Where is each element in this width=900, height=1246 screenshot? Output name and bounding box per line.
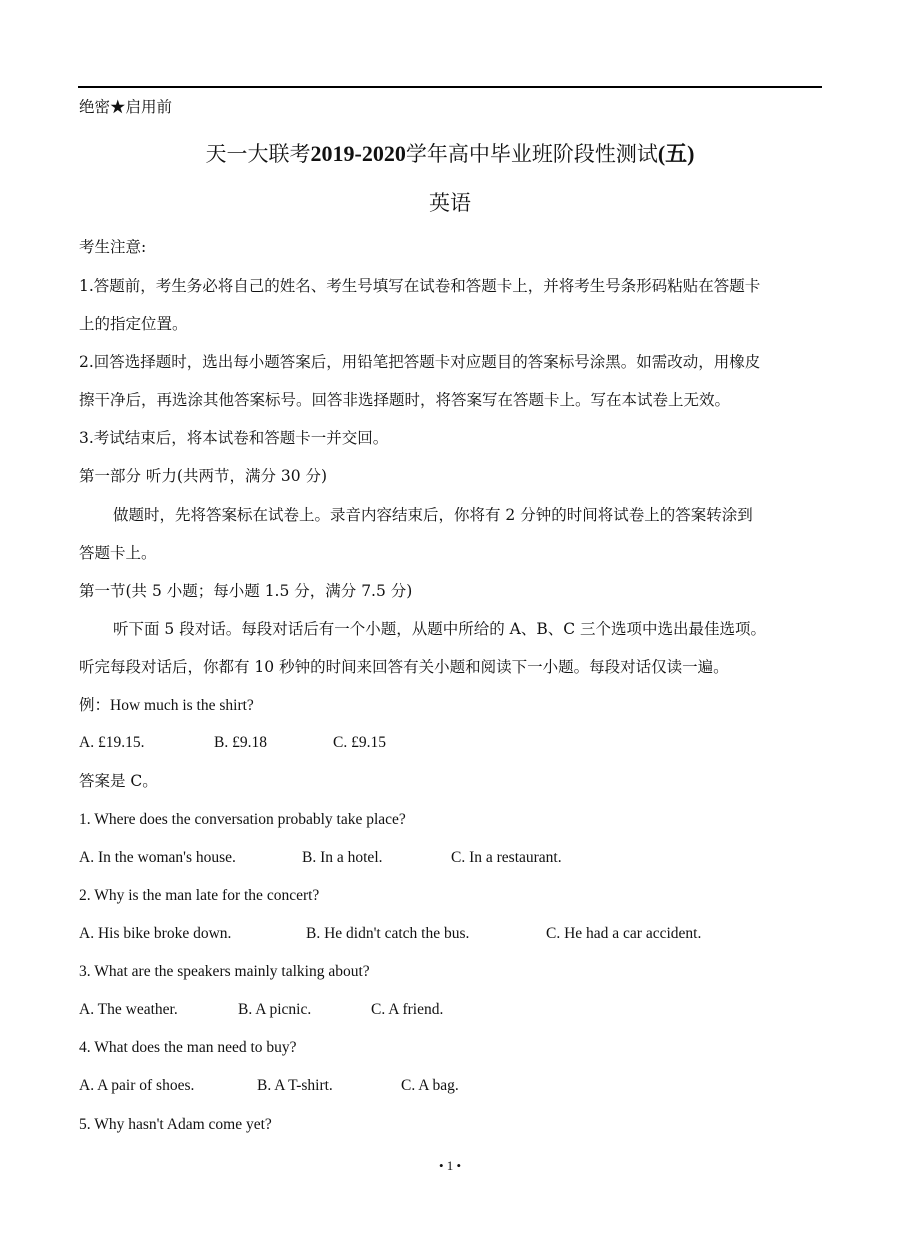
exam-title-part: (五) bbox=[657, 141, 695, 166]
question-4-option-b: B. A T-shirt. bbox=[257, 1077, 333, 1094]
example-question bbox=[79, 695, 254, 716]
question-4: 4. What does the man need to buy? bbox=[79, 1039, 297, 1056]
top-rule bbox=[78, 86, 822, 88]
question-1-option-c: C. In a restaurant. bbox=[451, 849, 562, 866]
notice-heading: 考生注意: bbox=[79, 238, 147, 256]
section1-heading: 第一节(共 5 小题；每小题 1.5 分，满分 7.5 分) bbox=[79, 582, 413, 600]
section1-instruction-line-1: 听下面 5 段对话。每段对话后有一个小题，从题中所给的 A、B、C 三个选项中选出最佳选项。 bbox=[113, 620, 767, 638]
question-5: 5. Why hasn't Adam come yet? bbox=[79, 1116, 272, 1133]
exam-title-year: 2019-2020 bbox=[310, 141, 406, 166]
subject-title: 英语 bbox=[429, 191, 471, 215]
exam-title-suffix: 学年高中毕业班阶段性测试 bbox=[405, 142, 658, 166]
question-4-option-c: C. A bag. bbox=[401, 1077, 459, 1094]
example-label: 例： bbox=[79, 696, 111, 714]
notice-item-3: 3.考试结束后，将本试卷和答题卡一并交回。 bbox=[79, 429, 389, 447]
question-3-option-b: B. A picnic. bbox=[238, 1001, 312, 1018]
question-4-option-a: A. A pair of shoes. bbox=[79, 1077, 195, 1094]
question-2-option-c: C. He had a car accident. bbox=[546, 925, 702, 942]
notice-item-1-line-2: 上的指定位置。 bbox=[79, 315, 188, 333]
example-option-b: B. £9.18 bbox=[214, 734, 267, 751]
notice-item-2-line-1: 2.回答选择题时，选出每小题答案后，用铅笔把答题卡对应题目的答案标号涂黑。如需改动，用橡皮 bbox=[79, 353, 761, 371]
part1-heading: 第一部分 听力(共两节，满分 30 分) bbox=[79, 467, 328, 485]
exam-title bbox=[0, 141, 900, 167]
question-1-option-b: B. In a hotel. bbox=[302, 849, 383, 866]
notice-item-1-line-1: 1.答题前，考生务必将自己的姓名、考生号填写在试卷和答题卡上，并将考生号条形码粘贴在答题卡 bbox=[79, 277, 761, 295]
part1-instruction-line-1: 做题时，先将答案标在试卷上。录音内容结束后，你将有 2 分钟的时间将试卷上的答案转涂到 bbox=[113, 506, 753, 524]
example-answer: 答案是 C。 bbox=[79, 772, 158, 790]
section1-instruction-line-2: 听完每段对话后，你都有 10 秒钟的时间来回答有关小题和阅读下一小题。每段对话仅读一遍。 bbox=[79, 658, 729, 676]
question-3-option-a: A. The weather. bbox=[79, 1001, 178, 1018]
example-option-a: A. £19.15. bbox=[79, 734, 145, 751]
example-option-c: C. £9.15 bbox=[333, 734, 386, 751]
question-1-option-a: A. In the woman's house. bbox=[79, 849, 236, 866]
part1-instruction-line-2: 答题卡上。 bbox=[79, 544, 157, 562]
notice-item-2-line-2: 擦干净后，再选涂其他答案标号。回答非选择题时，将答案写在答题卡上。写在本试卷上无效。 bbox=[79, 391, 731, 409]
question-1: 1. Where does the conversation probably take place? bbox=[79, 811, 406, 828]
page-number: • 1 • bbox=[438, 1158, 462, 1173]
example-question-text: How much is the shirt? bbox=[110, 697, 254, 714]
question-2: 2. Why is the man late for the concert? bbox=[79, 887, 320, 904]
question-2-option-b: B. He didn't catch the bus. bbox=[306, 925, 470, 942]
confidential-label: 绝密★启用前 bbox=[79, 98, 173, 116]
exam-title-prefix: 天一大联考 bbox=[205, 142, 311, 166]
question-3-option-c: C. A friend. bbox=[371, 1001, 444, 1018]
question-3: 3. What are the speakers mainly talking about? bbox=[79, 963, 370, 980]
question-2-option-a: A. His bike broke down. bbox=[79, 925, 232, 942]
